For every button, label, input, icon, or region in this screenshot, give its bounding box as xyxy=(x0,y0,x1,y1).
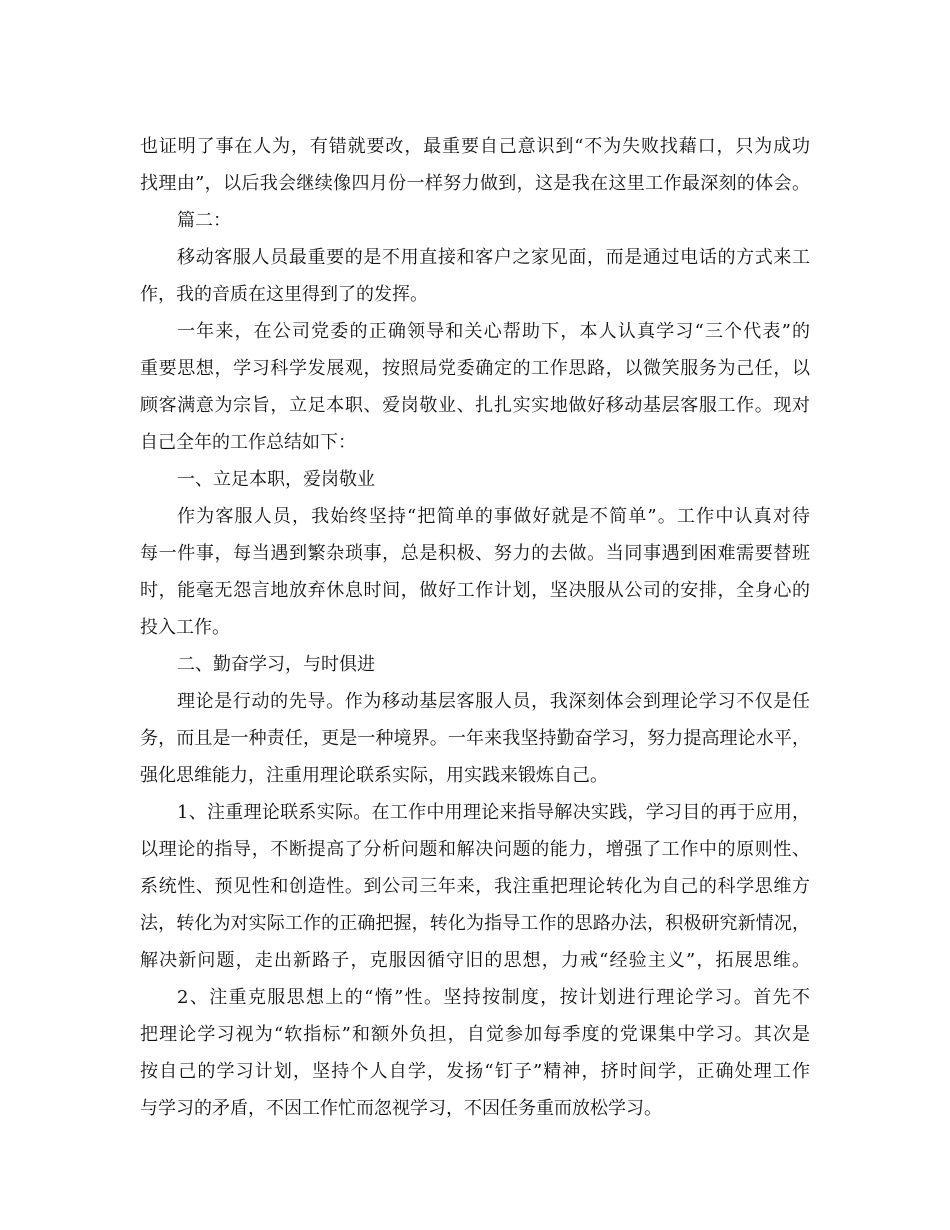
document-body xyxy=(140,128,810,1127)
text-line: 2、注重克服思想上的“惰”性。坚持按制度，按计划进行理论学习。首先不 xyxy=(177,987,810,1008)
text-line: 与学习的矛盾，不因工作忙而忽视学习，不因任务重而放松学习。 xyxy=(140,1098,662,1119)
text-line: 找理由”，以后我会继续像四月份一样努力做到，这是我在这里工作最深刻的体会。 xyxy=(140,173,810,194)
text-line: 一年来，在公司党委的正确领导和关心帮助下，本人认真学习“三个代表”的 xyxy=(177,321,810,342)
text-line: 也证明了事在人为，有错就要改，最重要自己意识到“不为失败找藉口，只为成功 xyxy=(140,136,810,157)
text-line: 务，而且是一种责任，更是一种境界。一年来我坚持勤奋学习，努力提高理论水平， xyxy=(140,728,810,749)
text-line: 解决新问题，走出新路子，克服因循守旧的思想，力戒“经验主义”，拓展思维。 xyxy=(140,950,810,971)
text-line: 移动客服人员最重要的是不用直接和客户之家见面，而是通过电话的方式来工 xyxy=(177,247,810,268)
text-line: 作为客服人员，我始终坚持“把简单的事做好就是不简单”。工作中认真对待 xyxy=(177,506,810,527)
text-line: 按自己的学习计划，坚持个人自学，发扬“钉子”精神，挤时间学，正确处理工作 xyxy=(140,1061,810,1082)
text-line: 投入工作。 xyxy=(140,617,230,638)
section-heading: 一、立足本职，爱岗敬业 xyxy=(177,469,375,490)
text-line: 自己全年的工作总结如下： xyxy=(140,432,356,453)
text-line: 作，我的音质在这里得到了的发挥。 xyxy=(140,284,428,305)
text-line: 时，能毫无怨言地放弃休息时间，做好工作计划，坚决服从公司的安排，全身心的 xyxy=(140,580,810,601)
text-line: 法，转化为对实际工作的正确把握，转化为指导工作的思路办法，积极研究新情况， xyxy=(140,913,810,934)
section-heading: 篇二： xyxy=(177,210,231,231)
text-line: 把理论学习视为“软指标”和额外负担，自觉参加每季度的党课集中学习。其次是 xyxy=(140,1024,810,1045)
text-line: 系统性、预见性和创造性。到公司三年来，我注重把理论转化为自己的科学思维方 xyxy=(140,876,810,897)
text-line: 以理论的指导，不断提高了分析问题和解决问题的能力，增强了工作中的原则性、 xyxy=(140,839,810,860)
text-line: 1、注重理论联系实际。在工作中用理论来指导解决实践，学习目的再于应用， xyxy=(177,802,810,823)
text-line: 顾客满意为宗旨，立足本职、爱岗敬业、扎扎实实地做好移动基层客服工作。现对 xyxy=(140,395,810,416)
text-line: 重要思想，学习科学发展观，按照局党委确定的工作思路，以微笑服务为己任，以 xyxy=(140,358,810,379)
text-line: 每一件事，每当遇到繁杂琐事，总是积极、努力的去做。当同事遇到困难需要替班 xyxy=(140,543,810,564)
text-line: 理论是行动的先导。作为移动基层客服人员，我深刻体会到理论学习不仅是任 xyxy=(177,691,810,712)
section-heading: 二、勤奋学习，与时俱进 xyxy=(177,654,375,675)
text-line: 强化思维能力，注重用理论联系实际，用实践来锻炼自己。 xyxy=(140,765,608,786)
